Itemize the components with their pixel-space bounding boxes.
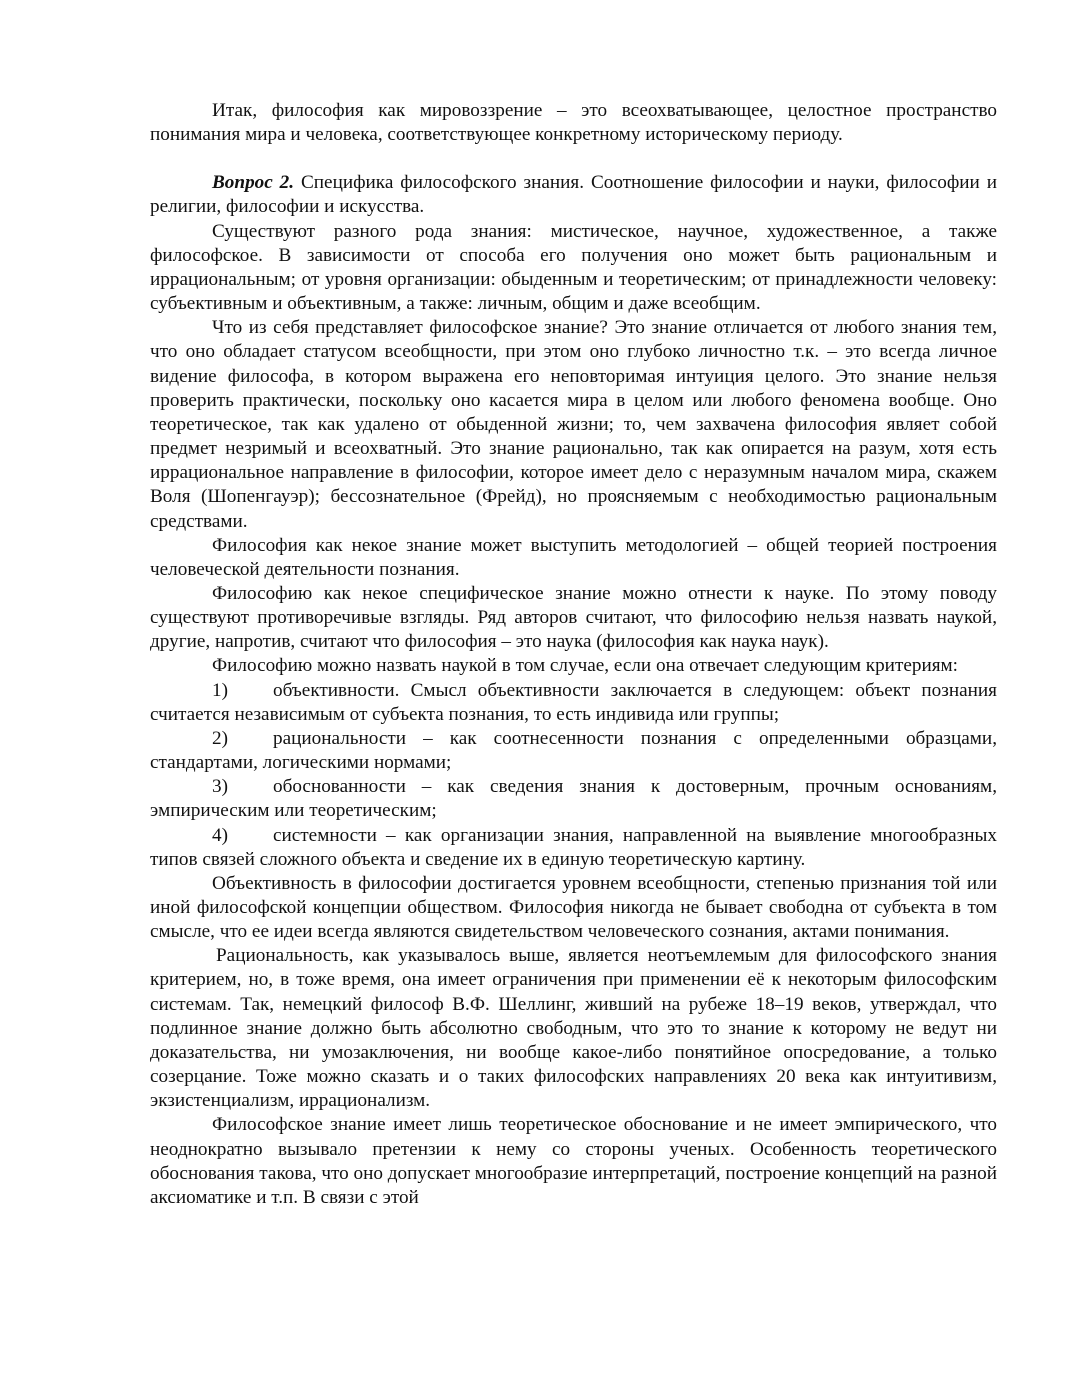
question-label: Вопрос 2. — [212, 172, 295, 194]
paragraph-theoretical-grounding: Философское знание имеет лишь теоретическое обоснование и не имеет эмпирического, что неоднократно вызывало претензии к нему со стороны ученых. Особенность теоретического обоснования такова, что оно допускает многообразие интерпретаций, построение концепций на разной аксиоматике и т.п. В связи с этой — [150, 1114, 997, 1208]
question-heading — [150, 171, 997, 219]
list-item-text: обоснованности – как сведения знания к достоверным, прочным основаниям, эмпирическим или теоретическим; — [150, 776, 997, 822]
paragraph-methodology: Философия как некое знание может выступить методологией – общей теорией построения человеческой деятельности познания. — [150, 534, 997, 580]
paragraph-kinds-of-knowledge: Существуют разного рода знания: мистическое, научное, художественное, а также философское. В зависимости от способа его получения оно может быть рациональным и иррациональным; от уровня организации: обыденным и теоретическим; от принадлежности человеку: субъективным и объективным, а также: личным, общим и даже всеобщим. — [150, 220, 997, 315]
list-item — [150, 824, 997, 872]
intro-paragraph: Итак, философия как мировоззрение – это всеохватывающее, целостное пространство понимания мира и человека, соответствующее конкретному историческому периоду. — [150, 100, 997, 146]
list-item-text: системности – как организации знания, направленной на выявление многообразных типов связей сложного объекта и сведение их в единую теоретическую картину. — [150, 824, 997, 870]
paragraph-rationality: Рациональность, как указывалось выше, является неотъемлемым для философского знания критерием, но, в тоже время, она имеет ограничения при применении её к некоторым философским системам. Так, немецкий философ В.Ф. Шеллинг, живший на рубеже 18–19 веков, утверждал, что подлинное знание должно быть абсолютно свободным, что это то знание к которому не ведут ни доказательства, ни умозаключения, ни вообще какое-либо понятийное опосредование, а только созерцание. Тоже можно сказать и о таких философских направлениях 20 века как интуитивизм, экзистенциализм, иррационализм. — [150, 945, 997, 1112]
paragraph-philosophical-knowledge: Что из себя представляет философское знание? Это знание отличается от любого знания тем, что оно обладает статусом всеобщности, при этом оно глубоко личностно т.к. – это всегда личное видение философа, в котором выражена его неповторимая интуиция целого. Это знание нельзя проверить практически, поскольку оно касается мира в целом или любого феномена вообще. Оно теоретическое, так как удалено от обыденной жизни; то, чем захвачена философия являет собой предмет незримый и всеохватный. Это знание рационально, так как опирается на разум, хотя есть иррациональное направление в философии, которое имеет дело с неразумным началом мира, скажем Воля (Шопенгауэр); бессознательное (Фрейд), но проясняемым с необходимостью рациональным средствами. — [150, 317, 997, 532]
list-item — [150, 679, 997, 727]
list-item-text: объективности. Смысл объективности заключается в следующем: объект познания считается независимым от субъекта познания, то есть индивида или группы; — [150, 679, 997, 725]
paragraph-objectivity: Объективность в философии достигается уровнем всеобщности, степенью признания той или иной философской концепции обществом. Философия никогда не бывает свободна от субъекта в том смысле, что ее идеи всегда являются свидетельством человеческого сознания, актами понимания. — [150, 872, 997, 943]
list-item-number: 3) — [212, 776, 228, 798]
list-item-number: 4) — [212, 824, 228, 846]
list-item — [150, 727, 997, 775]
list-item-text: рациональности – как соотнесенности познания с определенными образцами, стандартами, логическими нормами; — [150, 727, 997, 774]
list-item-number: 2) — [212, 727, 228, 749]
list-item-number: 1) — [212, 679, 228, 701]
paragraph-science: Философию как некое специфическое знание можно отнести к науке. По этому поводу существуют противоречивые взгляды. Ряд авторов считают, что философию нельзя назвать наукой, другие, напротив, считают что философия – это наука (философия как наука наук). — [150, 582, 997, 653]
list-item — [150, 775, 997, 823]
document-page — [150, 99, 997, 1210]
paragraph-criteria-intro: Философию можно назвать наукой в том случае, если она отвечает следующим критериям: — [212, 655, 959, 677]
question-text: Специфика философского знания. Соотношение философии и науки, философии и религии, философии и искусства. — [150, 172, 997, 218]
